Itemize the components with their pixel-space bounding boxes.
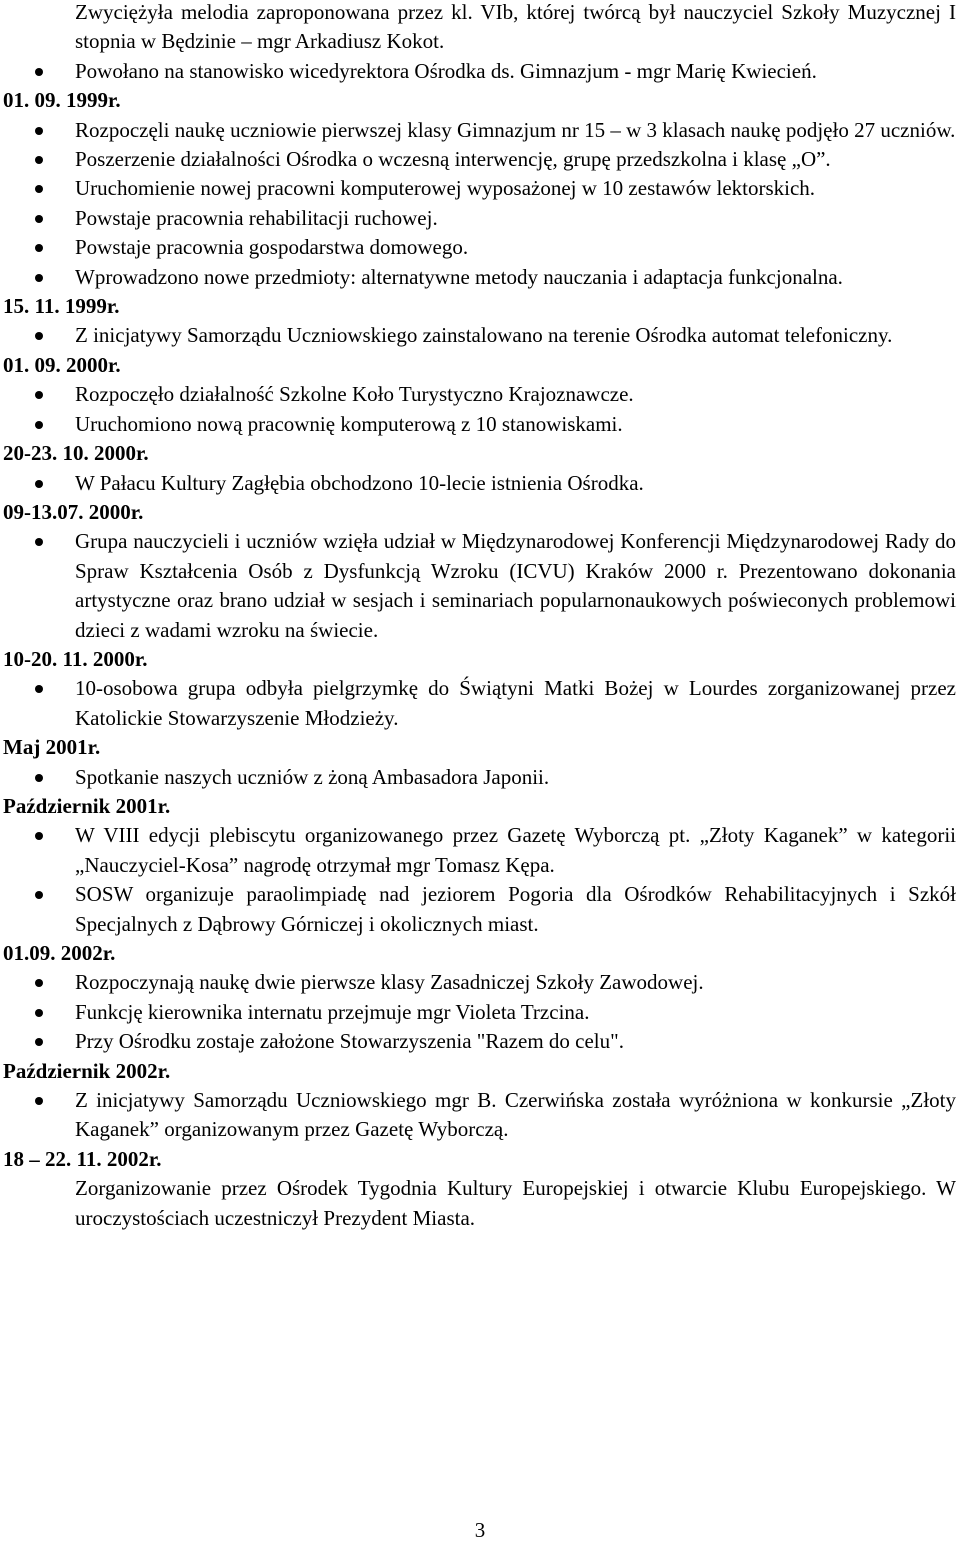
date-heading: 10-20. 11. 2000r.	[3, 646, 148, 671]
date-heading: Październik 2001r.	[3, 793, 171, 818]
list-item	[3, 763, 956, 792]
list-item-text: Funkcję kierownika internatu przejmuje mgr Violeta Trzcina.	[75, 999, 590, 1024]
list-item-text: Z inicjatywy Samorządu Uczniowskiego mgr B. Czerwińska została wyróżniona w konkursie „Złoty Kaganek” organizowanym przez Gazetę Wyborczą.	[75, 1088, 956, 1142]
bullet-icon	[35, 332, 43, 340]
list-item	[3, 968, 956, 997]
list-item	[3, 116, 956, 145]
list-item	[3, 469, 956, 498]
list-item-text: Rozpoczęło działalność Szkolne Koło Turystyczno Krajoznawcze.	[75, 382, 634, 407]
list-item-text: Przy Ośrodku zostaje założone Stowarzyszenia "Razem do celu".	[75, 1029, 624, 1054]
list-item-text: Grupa nauczycieli i uczniów wzięła udział w Międzynarodowej Konferencji Międzynarodowej Rady do Spraw Kształcenia Osób z Dysfunkcją Wzroku (ICVU) Kraków 2000 r. Prezentowano dokonania artystyczne oraz brano udział w sesjach i seminariach popularnonaukowych poświeconych problemowi dzieci z wadami wzroku na świecie.	[75, 529, 956, 642]
bullet-icon	[35, 538, 43, 546]
date-heading: Maj 2001r.	[3, 735, 101, 760]
list-item	[3, 527, 956, 645]
list-item	[3, 821, 956, 880]
bullet-icon	[35, 1097, 43, 1105]
list-item-text: Wprowadzono nowe przedmioty: alternatywne metody nauczania i adaptacja funkcjonalna.	[75, 264, 843, 289]
list-item	[3, 410, 956, 439]
list-item-text: Rozpoczęli naukę uczniowie pierwszej klasy Gimnazjum nr 15 – w 3 klasach naukę podjęło 27 uczniów.	[75, 117, 956, 142]
list-item-text: Powołano na stanowisko wicedyrektora Ośrodka ds. Gimnazjum - mgr Marię Kwiecień.	[75, 58, 817, 83]
list-item-text: Uruchomiono nową pracownię komputerową z 10 stanowiskami.	[75, 411, 623, 436]
list-item	[3, 263, 956, 292]
list-item	[3, 998, 956, 1027]
page-number: 3	[474, 1518, 486, 1542]
bullet-icon	[35, 480, 43, 488]
list-item	[3, 880, 956, 939]
bullet-icon	[35, 215, 43, 223]
list-item-text: W VIII edycji plebiscytu organizowanego przez Gazetę Wyborczą pt. „Złoty Kaganek” w kategorii „Nauczyciel-Kosa” nagrodę otrzymał mgr Tomasz Kępa.	[75, 823, 956, 877]
list-item-text: Rozpoczynają naukę dwie pierwsze klasy Zasadniczej Szkoły Zawodowej.	[75, 970, 704, 995]
list-item-text: Poszerzenie działalności Ośrodka o wczesną interwencję, grupę przedszkolna i klasę „O”.	[75, 147, 831, 172]
list-item	[3, 1086, 956, 1145]
list-item	[3, 321, 956, 350]
continued-paragraph: Zwyciężyła melodia zaproponowana przez kl. VIb, której twórcą był nauczyciel Szkoły Muzycznej I stopnia w Będzinie – mgr Arkadiusz Kokot.	[75, 0, 956, 54]
list-item	[3, 380, 956, 409]
list-item-text: Powstaje pracownia rehabilitacji ruchowej.	[75, 205, 438, 230]
bullet-icon	[35, 68, 43, 76]
bullet-icon	[35, 979, 43, 987]
date-heading: 20-23. 10. 2000r.	[3, 441, 149, 466]
list-item-text: SOSW organizuje paraolimpiadę nad jeziorem Pogoria dla Ośrodków Rehabilitacyjnych i Szkół Specjalnych z Dąbrowy Górniczej i okolicznych miast.	[75, 882, 956, 936]
bullet-icon	[35, 685, 43, 693]
date-heading: 01.09. 2002r.	[3, 941, 116, 965]
list-item-text: 10-osobowa grupa odbyła pielgrzymkę do Świątyni Matki Bożej w Lourdes zorganizowanej przez Katolickie Stowarzyszenie Młodzieży.	[75, 676, 956, 730]
bullet-icon	[35, 244, 43, 252]
bullet-icon	[35, 391, 43, 399]
date-heading: 09-13.07. 2000r.	[3, 499, 144, 524]
date-heading: 01. 09. 1999r.	[3, 88, 121, 113]
list-item	[3, 1027, 956, 1056]
bullet-icon	[35, 185, 43, 193]
list-item-text: Uruchomienie nowej pracowni komputerowej wyposażonej w 10 zestawów lektorskich.	[75, 176, 816, 201]
bullet-icon	[35, 1038, 43, 1046]
bullet-icon	[35, 156, 43, 164]
date-heading: Październik 2002r.	[3, 1058, 171, 1083]
bullet-icon	[35, 127, 43, 135]
bullet-icon	[35, 832, 43, 840]
date-heading: 18 – 22. 11. 2002r.	[3, 1146, 162, 1171]
list-item	[3, 174, 956, 203]
document-body	[3, 0, 956, 1233]
bullet-icon	[35, 1009, 43, 1017]
list-item-text: Z inicjatywy Samorządu Uczniowskiego zainstalowano na terenie Ośrodka automat telefoniczny.	[75, 323, 893, 348]
list-item	[3, 145, 956, 174]
list-item	[3, 57, 956, 86]
date-heading: 01. 09. 2000r.	[3, 352, 121, 377]
list-item	[3, 674, 956, 733]
bullet-icon	[35, 891, 43, 899]
list-item-text: Spotkanie naszych uczniów z żoną Ambasadora Japonii.	[75, 764, 550, 789]
bullet-icon	[35, 774, 43, 782]
date-heading: 15. 11. 1999r.	[3, 294, 120, 319]
list-item-text: W Pałacu Kultury Zagłębia obchodzono 10-lecie istnienia Ośrodka.	[75, 470, 644, 495]
list-item-text: Powstaje pracownia gospodarstwa domowego.	[75, 235, 469, 260]
list-item	[3, 233, 956, 262]
bullet-icon	[35, 274, 43, 282]
bullet-icon	[35, 421, 43, 429]
paragraph: Zorganizowanie przez Ośrodek Tygodnia Kultury Europejskiej i otwarcie Klubu Europejskiego. W uroczystościach uczestniczył Prezydent Miasta.	[75, 1176, 956, 1230]
list-item	[3, 204, 956, 233]
